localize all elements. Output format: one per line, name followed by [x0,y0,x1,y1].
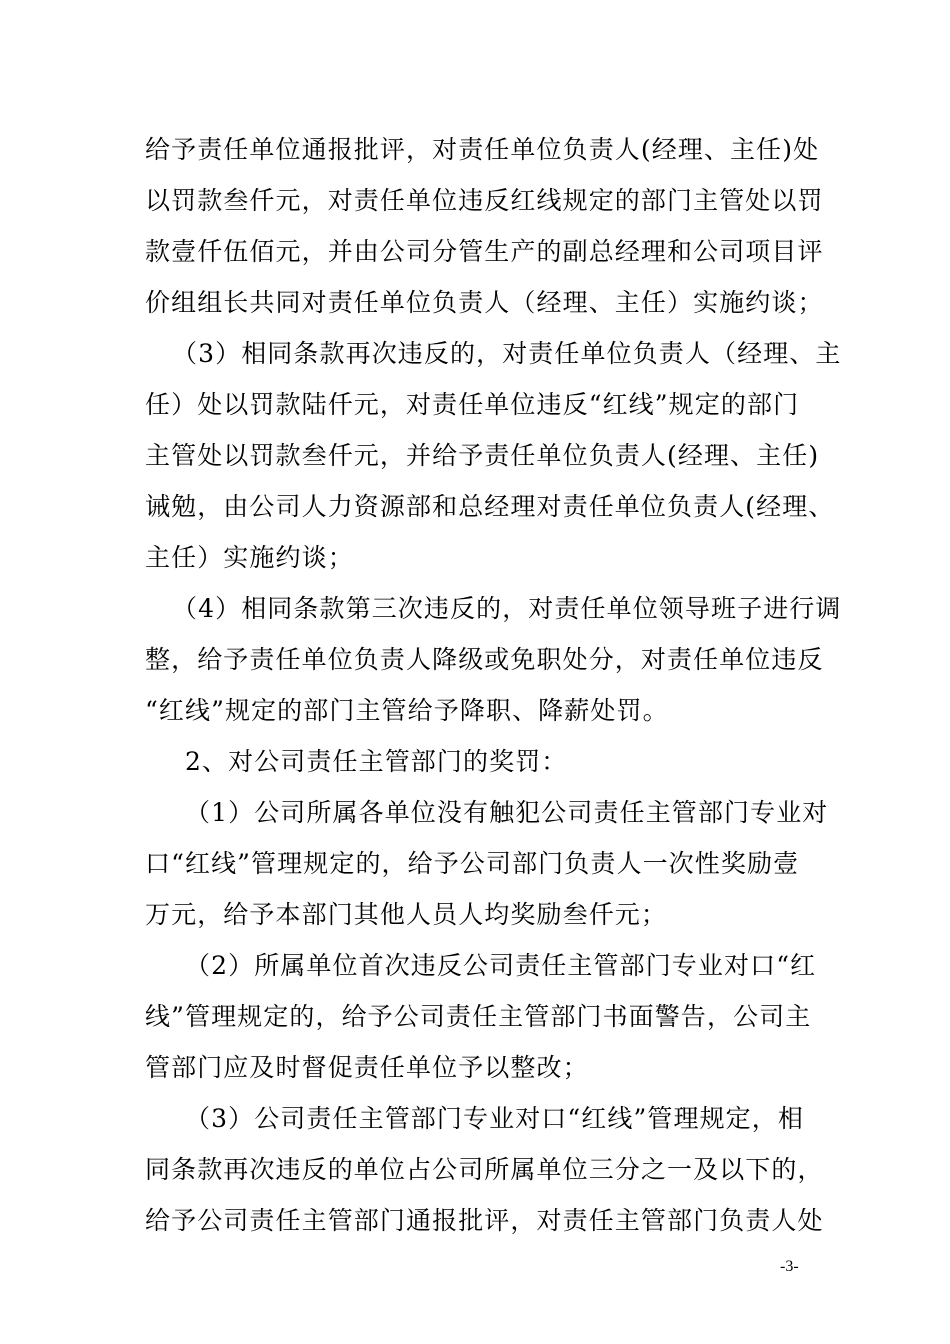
text-line: 诫勉，由公司人力资源部和总经理对责任单位负责人(经理、 [145,492,835,521]
text-line: 主管处以罚款叁仟元，并给予责任单位负责人(经理、主任) [145,441,820,470]
text-line: 给予公司责任主管部门通报批评，对责任主管部门负责人处 [145,1206,824,1235]
text-line: （4）相同条款第三次违反的，对责任单位领导班子进行调 [172,594,842,623]
text-line: 整，给予责任单位负责人降级或免职处分，对责任单位违反 [145,645,824,674]
text-line: （1）公司所属各单位没有触犯公司责任主管部门专业对 [185,798,829,827]
text-line: （3）公司责任主管部门专业对口“红线”管理规定，相 [185,1104,804,1133]
text-line: 主任）实施约谈； [145,543,354,572]
text-line: 线”管理规定的，给予公司责任主管部门书面警告，公司主 [145,1002,812,1031]
text-line: 任）处以罚款陆仟元，对责任单位违反“红线”规定的部门 [145,390,800,419]
text-line: （3）相同条款再次违反的，对责任单位负责人（经理、主 [172,339,842,368]
text-line: 万元，给予本部门其他人员人均奖励叁仟元； [145,900,668,929]
section-heading: 2、对公司责任主管部门的奖罚： [185,747,568,776]
text-line: 价组组长共同对责任单位负责人（经理、主任）实施约谈； [145,288,824,317]
text-line: 给予责任单位通报批评，对责任单位负责人(经理、主任)处 [145,135,820,164]
text-line: 以罚款叁仟元，对责任单位违反红线规定的部门主管处以罚 [145,186,824,215]
text-line: 款壹仟伍佰元，并由公司分管生产的副总经理和公司项目评 [145,237,824,266]
text-line: （2）所属单位首次违反公司责任主管部门专业对口“红 [185,951,817,980]
text-line: “红线”规定的部门主管给予降职、降薪处罚。 [145,696,669,725]
page-number: -3- [780,1258,799,1275]
text-line: 口“红线”管理规定的，给予公司部门负责人一次性奖励壹 [145,849,800,878]
text-line: 管部门应及时督促责任单位予以整改； [145,1053,589,1082]
text-line: 同条款再次违反的单位占公司所属单位三分之一及以下的， [145,1155,824,1184]
